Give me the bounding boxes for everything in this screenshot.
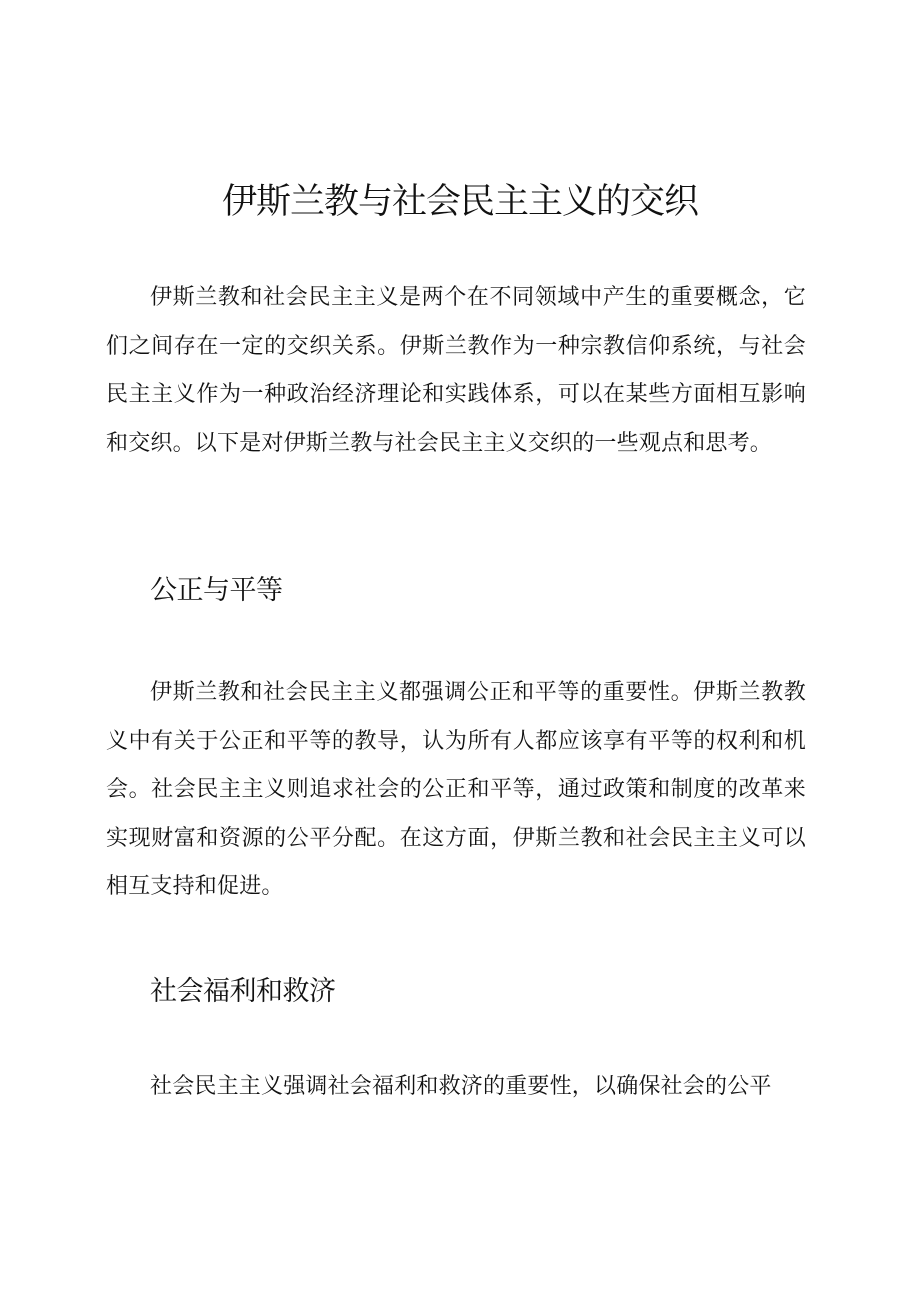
section-heading-welfare-relief: 社会福利和救济 (150, 976, 336, 1007)
document-title: 伊斯兰教与社会民主主义的交织 (221, 182, 698, 222)
section-body-justice-equality: 伊斯兰教和社会民主主义都强调公正和平等的重要性。伊斯兰教教义中有关于公正和平等的教导，认为所有人都应该享有平等的权利和机会。社会民主主义则追求社会的公正和平等，通过政策和制度的改革来实现财富和资源的公平分配。在这方面，伊斯兰教和社会民主主义可以相互支持和促进。 (106, 680, 806, 899)
section-body-welfare-relief: 社会民主主义强调社会福利和救济的重要性，以确保社会的公平 (150, 1074, 772, 1099)
section-heading-justice-equality: 公正与平等 (150, 575, 283, 606)
intro-paragraph: 伊斯兰教和社会民主主义是两个在不同领域中产生的重要概念，它们之间存在一定的交织关系。伊斯兰教作为一种宗教信仰系统，与社会民主主义作为一种政治经济理论和实践体系，可以在某些方面相互影响和交织。以下是对伊斯兰教与社会民主主义交织的一些观点和思考。 (106, 285, 806, 456)
